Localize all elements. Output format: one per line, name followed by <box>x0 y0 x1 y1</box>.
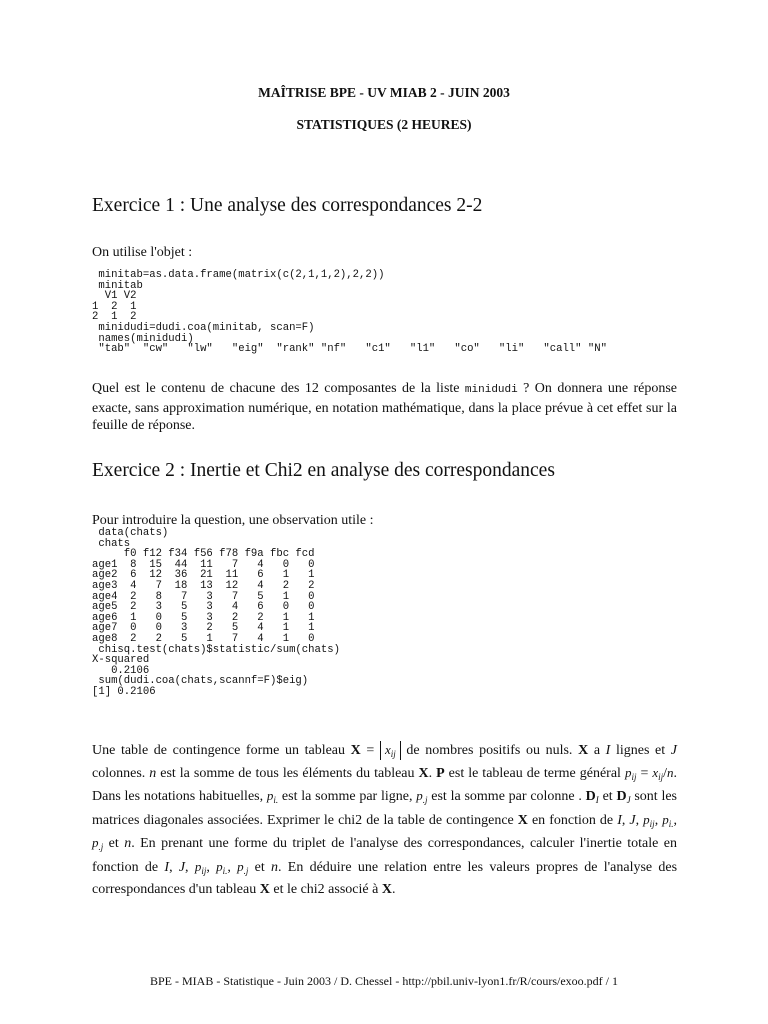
math-text-segment: a <box>588 743 606 758</box>
exercise-2-title: Exercice 2 : Inertie et Chi2 en analyse des correspondances <box>92 460 555 481</box>
math-text-segment: est la somme de tous les éléments du tableau <box>156 765 419 781</box>
math-text-segment: en fonction de <box>527 812 618 828</box>
math-text-segment: i. <box>668 818 674 829</box>
math-text-segment: , <box>169 859 179 875</box>
math-text-segment: . Dans les notations habituelles, <box>92 765 678 804</box>
math-text-segment: p <box>194 858 202 874</box>
math-text-segment: p <box>643 811 650 827</box>
math-text-segment: et <box>598 789 617 804</box>
math-text-segment: ij <box>658 771 664 782</box>
math-text-segment: , <box>185 859 195 875</box>
math-text-segment: I <box>617 812 622 828</box>
math-text-segment: i. <box>273 795 279 805</box>
math-text-segment: J <box>178 859 186 875</box>
math-text-segment: , <box>654 812 663 828</box>
math-text-segment: X <box>517 812 528 828</box>
math-text-segment: p <box>266 788 274 803</box>
math-text-segment: / <box>663 765 668 781</box>
math-text-segment: , <box>673 812 677 828</box>
math-text-segment: D <box>616 789 627 804</box>
math-text-segment: p <box>624 764 632 780</box>
math-text-segment: P <box>436 765 445 781</box>
math-text-segment: p <box>216 858 223 874</box>
math-text-segment: I <box>164 859 170 875</box>
math-text-segment: X <box>418 765 429 781</box>
math-text-segment: n <box>124 836 132 851</box>
question-inline-code: minidudi <box>464 384 518 396</box>
exercise-2-paragraph <box>92 740 677 901</box>
page-footer: BPE - MIAB - Statistique - Juin 2003 / D. Chessel - http://pbil.univ-lyon1.fr/R/cours/exoo.pdf / 1 <box>150 974 618 988</box>
math-text-segment: . <box>391 882 396 897</box>
math-text-segment: I <box>605 743 611 758</box>
math-text-segment: n <box>667 764 674 780</box>
math-text-segment: et le chi2 associé à <box>269 882 382 897</box>
math-text-segment: p <box>416 788 423 803</box>
math-text-segment: . En prenant une forme du triplet de l'analyse des correspondances, calculer l'inertie totale en fonction de <box>92 836 677 875</box>
exercise-1-intro: On utilise l'objet : <box>92 245 193 260</box>
math-text-segment: est la somme par ligne, <box>278 789 417 804</box>
math-text-segment: Une table de contingence forme un tableau <box>92 743 351 758</box>
exercise-1-title: Exercice 1 : Une analyse des correspondances 2-2 <box>92 195 483 216</box>
question-text-1: Quel est le contenu de chacune des 12 composantes de la liste <box>92 381 465 396</box>
math-text-segment: . En déduire une relation entre les valeurs propres de l'analyse des correspondances d'un tableau <box>92 859 678 897</box>
document-title: MAÎTRISE BPE - UV MIAB 2 - JUIN 2003 <box>258 85 510 100</box>
math-text-segment: = <box>360 743 380 758</box>
math-text-segment: , <box>635 812 644 828</box>
math-text-segment: , <box>621 812 630 828</box>
exercise-1-question <box>92 380 677 435</box>
math-text-segment: . <box>428 765 437 781</box>
question-text-2: ? On donnera une réponse exacte, sans approximation numérique, en notation mathématique, dans la place prévue à cet effet sur la feuille de réponse. <box>92 381 677 433</box>
math-text-segment: X <box>578 743 589 758</box>
math-text-segment: J <box>670 743 678 758</box>
math-text-segment: X <box>259 882 270 897</box>
document-subtitle: STATISTIQUES (2 HEURES) <box>296 117 472 132</box>
math-text-segment: D <box>585 789 596 804</box>
exercise-2-intro: Pour introduire la question, une observation utile : <box>92 513 374 528</box>
math-text-segment: p <box>237 858 244 874</box>
math-text-segment: ij <box>631 771 637 782</box>
math-text-segment: est le tableau de terme général <box>444 765 625 781</box>
math-text-segment: et <box>248 859 272 875</box>
math-text-segment: X <box>381 882 392 897</box>
math-text-segment: .j <box>98 842 104 852</box>
math-text-segment: n <box>271 859 279 875</box>
math-text-segment: ij <box>649 818 655 829</box>
exercise-2-code: data(chats) chats f0 f12 f34 f56 f78 f9a fbc fcd age1 8 15 44 11 7 4 0 0 age2 6 12 36 21 11 6 1 1 age3 4 7 18 13 12 4 2 2 age4 2 8 7 3 7 5 1 0 age5 2 3 5 3 4 6 0 0 age6 1 0 5 3 2 2 1 1 age7 0 0 3 2 5 4 1 1 age8 2 2 5 1 7 4 1 0 chisq.test(chats)$statistic/sum(chats) X-squared 0.2106 sum(dudi.coa(chats,scannf=F)$eig) [1] 0.2106 <box>92 527 340 698</box>
math-text-segment: = <box>636 765 653 781</box>
math-text-segment: lignes et <box>610 743 671 758</box>
math-text-segment: et <box>103 836 125 851</box>
math-text-segment: ij <box>201 865 207 876</box>
math-text-segment: J <box>629 812 636 828</box>
math-text-segment: i. <box>222 865 228 876</box>
math-text-segment: x <box>652 764 659 780</box>
matrix-bracket <box>380 741 401 760</box>
math-text-segment: p <box>92 835 99 850</box>
math-text-segment: , <box>227 859 238 875</box>
math-text-segment: x <box>384 742 391 757</box>
math-text-segment: sont les matrices diagonales associées. Exprimer le chi2 de la table de contingence <box>92 789 678 828</box>
exercise-1-code: minitab=as.data.frame(matrix(c(2,1,1,2),2,2)) minitab V1 V2 1 2 1 2 1 2 minidudi=dudi.coa(minitab, scan=F) names(minidudi) "tab" "cw" "lw" "eig" "rank" "nf" "c1" "l1" "co" "li" "call" "N" <box>92 269 607 356</box>
math-text-segment: , <box>206 859 217 875</box>
math-text-segment: est la somme par colonne . <box>427 789 586 804</box>
math-text-segment: de nombres positifs ou nuls. <box>400 743 579 758</box>
math-text-segment: p <box>662 811 669 827</box>
math-text-segment: J <box>626 795 631 805</box>
math-text-segment: ij <box>390 749 396 759</box>
math-text-segment: .j <box>422 795 428 805</box>
math-text-segment: n <box>149 765 157 781</box>
math-text-segment: colonnes. <box>92 765 150 781</box>
math-text-segment: .j <box>243 865 249 876</box>
math-text-segment: X <box>350 743 361 758</box>
math-text-segment: I <box>595 795 599 805</box>
